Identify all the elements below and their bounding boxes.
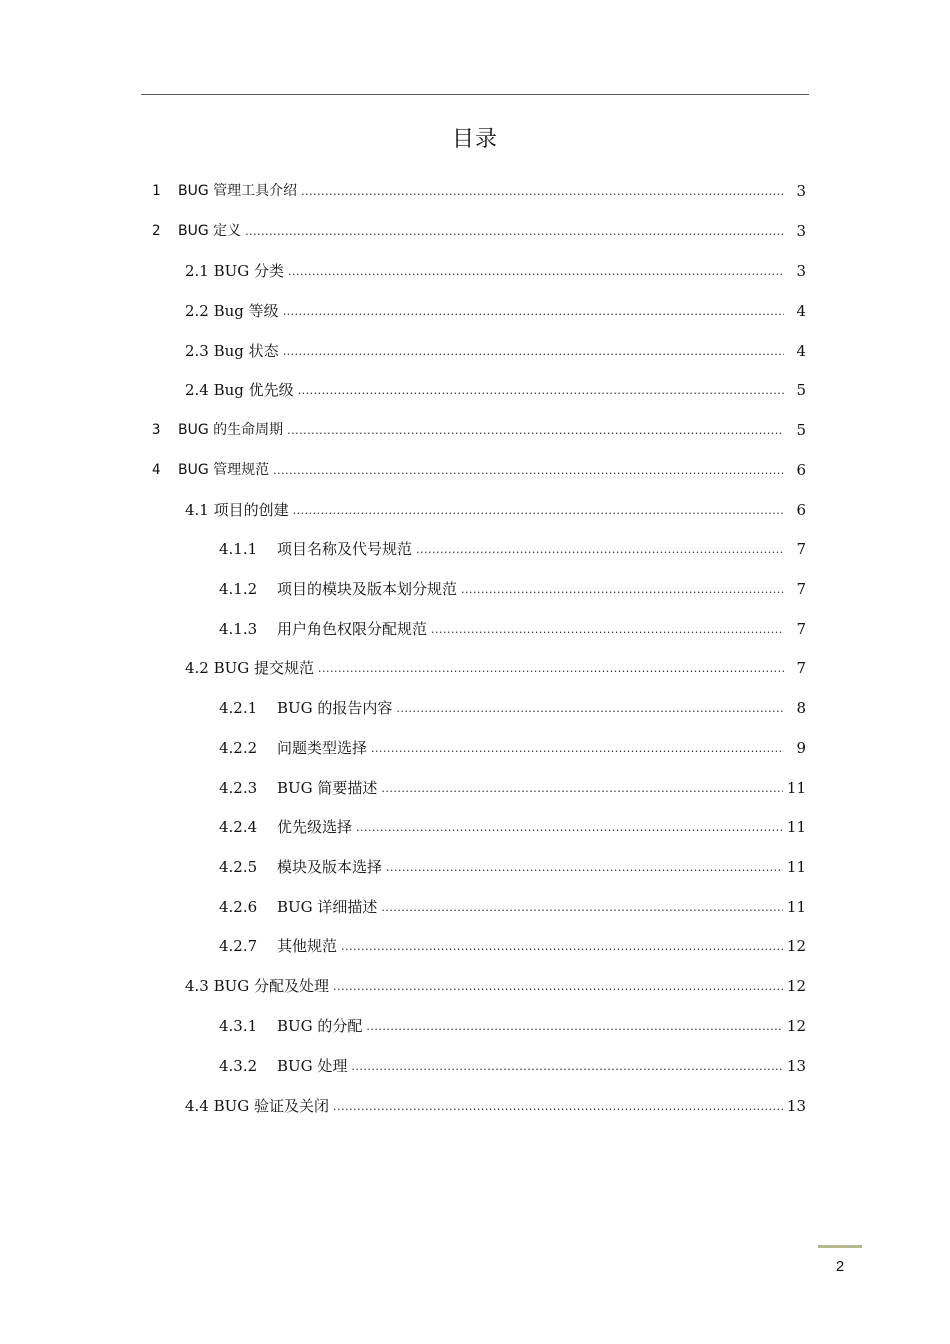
toc-entry-page: 7 (796, 659, 806, 677)
toc-entry[interactable] (185, 1093, 806, 1115)
leader-dots (371, 739, 784, 757)
toc-entry[interactable] (219, 894, 806, 916)
toc-entry-page: 6 (796, 461, 806, 479)
leader-dots (245, 222, 784, 240)
toc-entry[interactable] (185, 497, 806, 519)
toc-entry-number: 4.1.3 (219, 620, 258, 638)
leader-dots (318, 659, 784, 677)
leader-dots (416, 540, 784, 558)
toc-title: 目录 (451, 127, 498, 152)
toc-entry[interactable] (219, 735, 806, 757)
toc-entry-label: 4.1 项目的创建 (185, 501, 289, 519)
toc-entry-page: 12 (786, 937, 806, 955)
toc-entry[interactable] (185, 338, 806, 360)
toc-entry[interactable] (219, 695, 806, 717)
toc-entry-number: 4.2.1 (219, 699, 258, 717)
leader-dots (301, 182, 784, 200)
toc-entry-label: 模块及版本选择 (277, 858, 383, 876)
leader-dots (283, 342, 784, 360)
toc-entry-label: 用户角色权限分配规范 (277, 620, 428, 638)
toc-entry-page: 12 (786, 977, 806, 995)
toc-entry-label: 2.2 Bug 等级 (185, 302, 279, 320)
leader-dots (288, 262, 784, 280)
toc-entry[interactable] (185, 655, 806, 677)
toc-entry-page: 9 (796, 739, 806, 757)
toc-entry-page: 7 (796, 540, 806, 558)
toc-entry-label: 2.4 Bug 优先级 (185, 381, 294, 399)
leader-dots (366, 1017, 782, 1035)
leader-dots (396, 699, 784, 717)
toc-entry-number: 4.3.2 (219, 1057, 258, 1075)
leader-dots (356, 818, 783, 836)
toc-entry[interactable] (185, 377, 806, 399)
toc-entry-page: 7 (796, 620, 806, 638)
leader-dots (351, 1057, 782, 1075)
toc-entry-page: 3 (796, 222, 806, 240)
toc-entry-label: 4.3 BUG 分配及处理 (185, 977, 330, 995)
toc-entry[interactable] (219, 854, 806, 876)
toc-entry[interactable] (152, 178, 806, 200)
toc-entry-page: 13 (786, 1057, 806, 1075)
toc-entry[interactable] (219, 814, 806, 836)
toc-entry-number: 4.2.4 (219, 818, 258, 836)
toc-entry-label: BUG 简要描述 (277, 779, 378, 797)
toc-entry-page: 4 (796, 342, 806, 360)
toc-entry[interactable] (219, 1053, 806, 1075)
toc-entry-page: 6 (796, 501, 806, 519)
toc-entry-label: BUG 详细描述 (277, 898, 378, 916)
toc-entry[interactable] (152, 218, 806, 240)
leader-dots (461, 580, 784, 598)
leader-dots (283, 302, 784, 320)
toc-entry-label: 4.2 BUG 提交规范 (185, 659, 315, 677)
leader-dots (341, 937, 783, 955)
toc-entry-page: 11 (786, 779, 806, 797)
toc-entry-number: 4.1.2 (219, 580, 258, 598)
toc-entry-page: 11 (786, 898, 806, 916)
leader-dots (287, 421, 784, 439)
page-number: 2 (835, 1258, 845, 1275)
toc-entry-number: 4.1.1 (219, 540, 258, 558)
toc-entry-number: 4.2.5 (219, 858, 258, 876)
toc-entry[interactable] (219, 576, 806, 598)
leader-dots (381, 779, 782, 797)
toc-entry[interactable] (185, 258, 806, 280)
leader-dots (293, 501, 784, 519)
leader-dots (333, 1097, 783, 1115)
toc-entry-label: 4.4 BUG 验证及关闭 (185, 1097, 330, 1115)
leader-dots (431, 620, 784, 638)
toc-entry-label: BUG 管理工具介绍 (178, 183, 298, 199)
toc-entry-page: 7 (796, 580, 806, 598)
toc-entry-label: 优先级选择 (277, 818, 353, 836)
toc-entry-page: 12 (786, 1017, 806, 1035)
toc-entry-label: BUG 的生命周期 (178, 422, 284, 438)
toc-entry-label: 2.3 Bug 状态 (185, 342, 279, 360)
leader-dots (333, 977, 783, 995)
toc-entry-page: 3 (796, 262, 806, 280)
leader-dots (386, 858, 783, 876)
toc-entry[interactable] (219, 775, 806, 797)
toc-entry-number: 4.2.3 (219, 779, 258, 797)
toc-entry-label: BUG 的分配 (277, 1017, 363, 1035)
toc-entry[interactable] (185, 298, 806, 320)
toc-entry-label: 其他规范 (277, 937, 338, 955)
toc-entry[interactable] (185, 973, 806, 995)
toc-entry[interactable] (219, 536, 806, 558)
toc-entry-label: BUG 的报告内容 (277, 699, 393, 717)
leader-dots (273, 461, 784, 479)
toc-entry-label: 2.1 BUG 分类 (185, 262, 285, 280)
toc-entry-page: 4 (796, 302, 806, 320)
leader-dots (381, 898, 782, 916)
toc-entry-label: BUG 管理规范 (178, 462, 270, 478)
toc-entry[interactable] (152, 457, 806, 479)
toc-entry-page: 3 (796, 182, 806, 200)
toc-entry-number: 4 (152, 462, 161, 478)
toc-entry-label: BUG 定义 (178, 223, 242, 239)
toc-entry-page: 8 (796, 699, 806, 717)
toc-entry[interactable] (219, 1013, 806, 1035)
toc-entry-number: 4.2.7 (219, 937, 258, 955)
toc-entry[interactable] (219, 933, 806, 955)
toc-entry-label: 项目的模块及版本划分规范 (277, 580, 458, 598)
leader-dots (298, 381, 784, 399)
toc-entry-number: 4.2.2 (219, 739, 258, 757)
toc-entry-page: 5 (796, 381, 806, 399)
toc-entry-label: 项目名称及代号规范 (277, 540, 413, 558)
toc-entry-number: 4.3.1 (219, 1017, 258, 1035)
toc-entry-number: 1 (152, 183, 161, 199)
toc-entry[interactable] (152, 417, 806, 439)
toc-entry-number: 3 (152, 422, 161, 438)
toc-entry-page: 11 (786, 818, 806, 836)
toc-entry-number: 4.2.6 (219, 898, 258, 916)
footer-accent-rule (818, 1245, 862, 1248)
toc-entry-page: 13 (786, 1097, 806, 1115)
toc-entry-label: BUG 处理 (277, 1057, 348, 1075)
toc-entry[interactable] (219, 616, 806, 638)
toc-entry-page: 11 (786, 858, 806, 876)
toc-entry-label: 问题类型选择 (277, 739, 368, 757)
toc-entry-number: 2 (152, 223, 161, 239)
toc-entry-page: 5 (796, 421, 806, 439)
